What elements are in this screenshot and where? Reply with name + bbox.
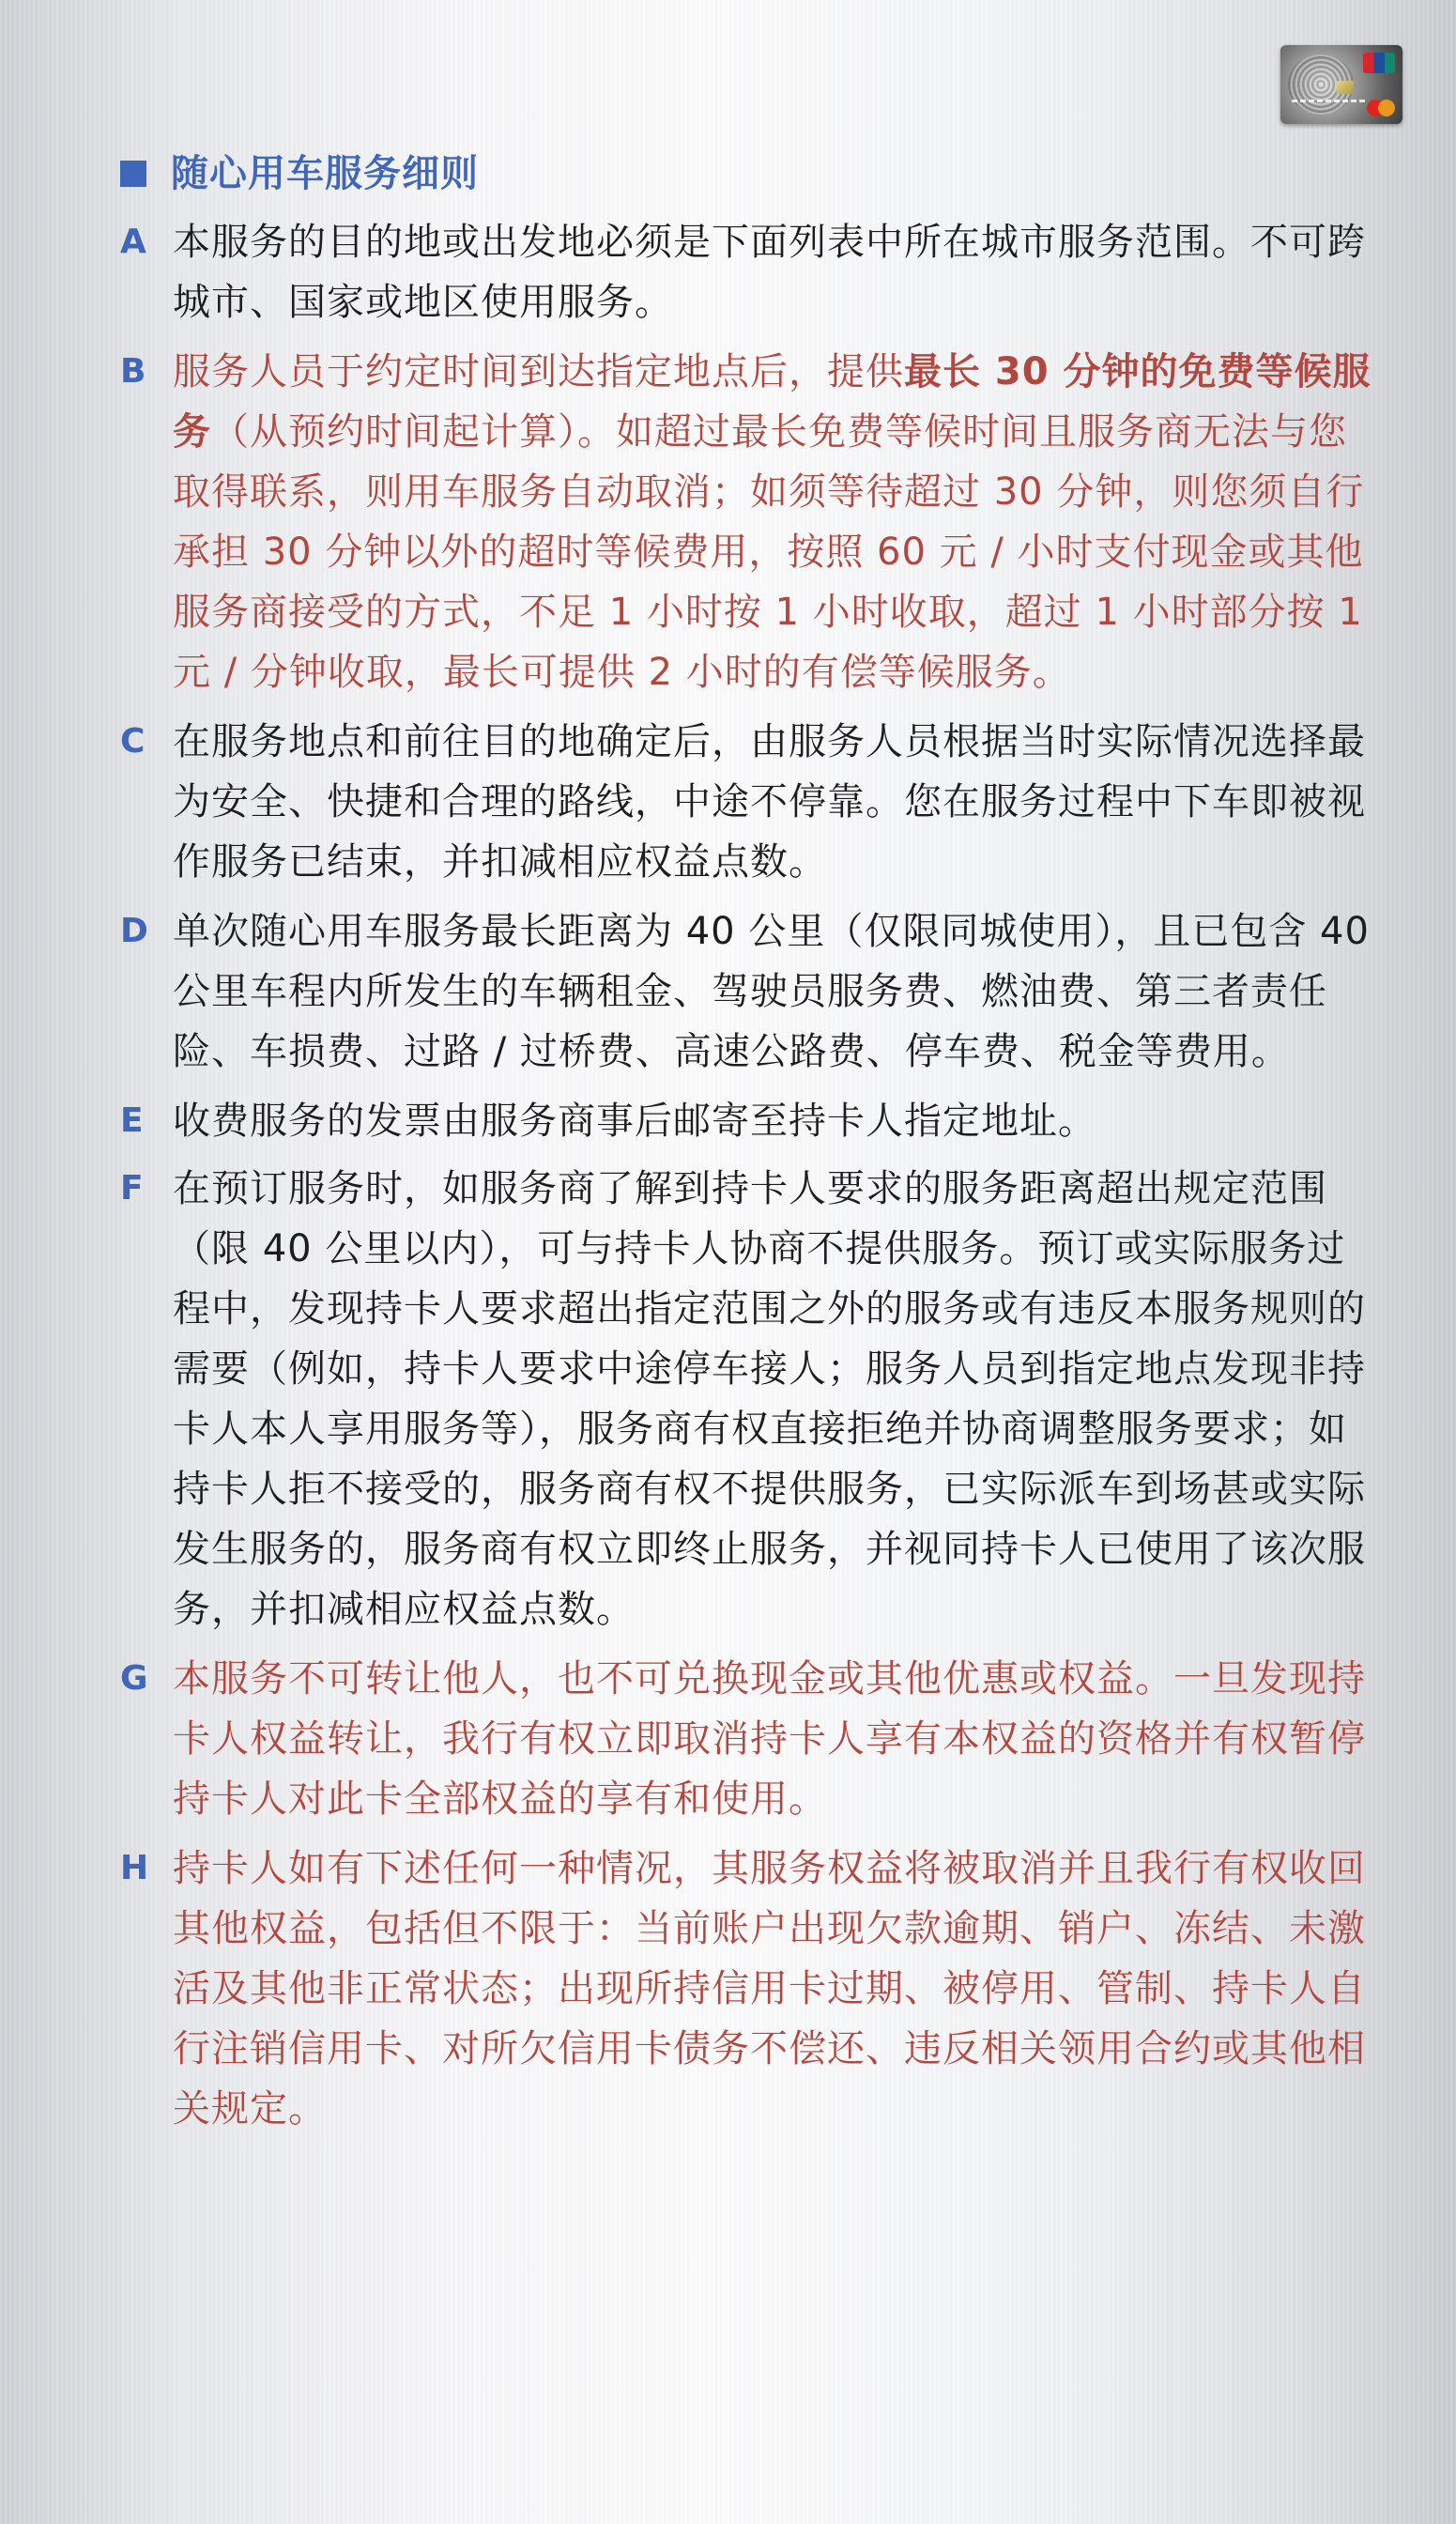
rule-f-letter: F xyxy=(120,1169,144,1208)
rule-h xyxy=(120,1839,1383,2139)
rule-b-text-part-1: 服务人员于约定时间到达指定地点后，提供 xyxy=(173,350,904,393)
rule-g xyxy=(120,1649,1383,1829)
rule-e-text: 收费服务的发票由服务商事后邮寄至持卡人指定地址。 xyxy=(173,1100,1096,1143)
mastercard-logo-icon xyxy=(1367,100,1395,116)
rule-a xyxy=(120,212,1383,332)
rule-a-text: 本服务的目的地或出发地必须是下面列表中所在城市服务范围。不可跨城市、国家或地区使用服务。 xyxy=(173,221,1366,324)
rule-d-letter: D xyxy=(120,912,148,950)
rule-b-letter: B xyxy=(120,352,146,391)
rule-b-text xyxy=(173,342,1383,702)
page-title: 随心用车服务细则 xyxy=(171,152,479,195)
rule-e-letter: E xyxy=(120,1101,144,1140)
rule-c-text: 在服务地点和前往目的地确定后，由服务人员根据当时实际情况选择最为安全、快捷和合理的路线，中途不停靠。您在服务过程中下车即被视作服务已结束，并扣减相应权益点数。 xyxy=(173,720,1366,884)
rule-f xyxy=(120,1159,1383,1639)
rule-c xyxy=(120,712,1383,892)
rule-d-text: 单次随心用车服务最长距离为 40 公里（仅限同城使用），且已包含 40 公里车程内所发生的车辆租金、驾驶员服务费、燃油费、第三者责任险、车损费、过路 / 过桥费、高速公路费、停车费、税金等费用。 xyxy=(173,910,1370,1073)
rule-g-text: 本服务不可转让他人，也不可兑换现金或其他优惠或权益。一旦发现持卡人权益转让，我行有权立即取消持卡人享有本权益的资格并有权暂停持卡人对此卡全部权益的享有和使用。 xyxy=(173,1657,1366,1821)
mastercard-yellow-circle xyxy=(1378,100,1395,116)
rule-d xyxy=(120,901,1383,1082)
card-chip-icon xyxy=(1337,81,1354,94)
unionpay-logo-icon xyxy=(1363,53,1395,73)
section-heading xyxy=(120,139,1383,208)
rule-g-letter: G xyxy=(120,1659,148,1698)
rule-b-text-part-2: （从预约时间起计算）。如超过最长免费等候时间且服务商无法与您取得联系，则用车服务自动取消；如须等待超过 30 分钟，则您须自行承担 30 分钟以外的超时等候费用，按照 60 元 / 小时支付现金或其他服务商接受的方式，不足 1 小时按 1 小时收取，超过 1 小时部分按 1 元 / 分钟收取，最长可提供 2 小时的有偿等候服务。 xyxy=(173,410,1365,694)
rule-f-text: 在预订服务时，如服务商了解到持卡人要求的服务距离超出规定范围（限 40 公里以内），可与持卡人协商不提供服务。预订或实际服务过程中，发现持卡人要求超出指定范围之外的服务或有违反本服务规则的需要（例如，持卡人要求中途停车接人；服务人员到指定地点发现非持卡人本人享用服务等），服务商有权直接拒绝并协商调整服务要求；如持卡人拒不接受的，服务商有权不提供服务，已实际派车到场甚或实际发生服务的，服务商有权立即终止服务，并视同持卡人已使用了该次服务，并扣减相应权益点数。 xyxy=(173,1167,1366,1631)
card-number-marks xyxy=(1292,100,1367,102)
rule-h-text: 持卡人如有下述任何一种情况，其服务权益将被取消并且我行有权收回其他权益，包括但不限于：当前账户出现欠款逾期、销户、冻结、未激活及其他非正常状态；出现所持信用卡过期、被停用、管制、持卡人自行注销信用卡、对所欠信用卡债务不偿还、违反相关领用合约或其他相关规定。 xyxy=(173,1847,1366,2131)
rule-e xyxy=(120,1091,1383,1151)
rule-b-text-bold: 最长 30 分钟的免费等候服务 xyxy=(173,350,1372,454)
credit-card-icon xyxy=(1280,45,1402,124)
square-bullet-icon xyxy=(120,161,146,187)
rule-a-letter: A xyxy=(120,223,146,261)
rules-document xyxy=(120,139,1383,2139)
rule-c-letter: C xyxy=(120,722,146,761)
rule-h-letter: H xyxy=(120,1849,149,1887)
rule-b xyxy=(120,342,1383,702)
